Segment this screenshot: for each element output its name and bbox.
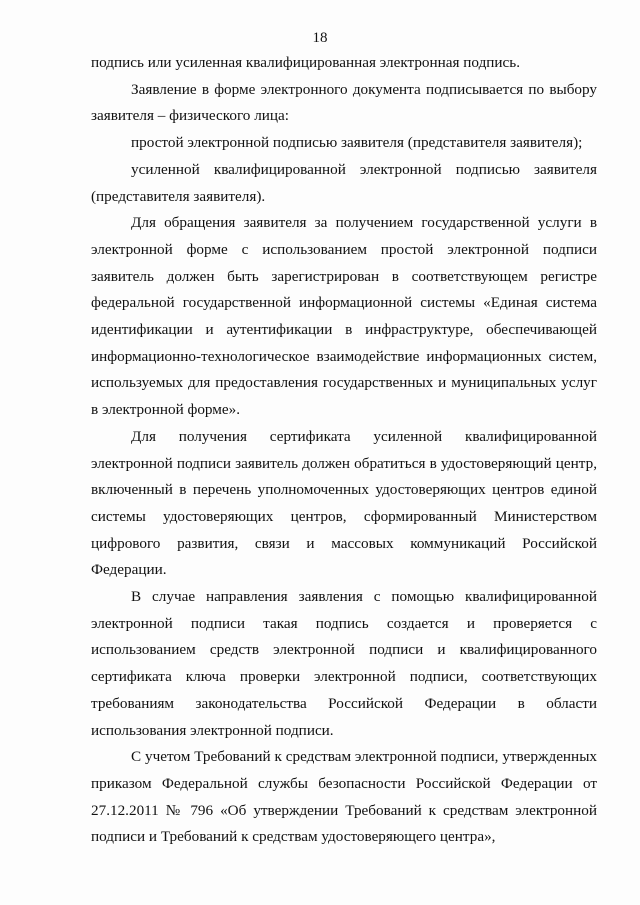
paragraph-qualified-signature: усиленной квалифицированной электронной подписью заявителя (представителя заявителя). — [91, 160, 597, 205]
paragraph-simple-signature: простой электронной подписью заявителя (представителя заявителя); — [131, 134, 583, 152]
paragraph-fsb-requirements: С учетом Требований к средствам электронной подписи, утвержденных приказом Федеральной службы безопасности Российской Федерации от 27.12.2011 № 796 «Об утверждении Требований к средствам электронной подписи и Требований к средствам удостоверяющего центра», — [91, 748, 597, 846]
paragraph-esia-registration: Для обращения заявителя за получением государственной услуги в электронной форме с использованием простой электронной подписи заявитель должен быть зарегистрирован в соответствующем регистре федеральной государственной информационной системы «Единая система идентификации и аутентификации в инфраструктуре, обеспечивающей информационно-технологическое взаимодействие информационных систем, используемых для предоставления государственных и муниципальных услуг в электронной форме». — [91, 214, 597, 419]
paragraph-qualified-signing: В случае направления заявления с помощью квалифицированной электронной подписи такая подпись создается и проверяется с использованием средств электронной подписи и квалифицированного сертификата ключа проверки электронной подписи, соответствующих требованиям законодательства Российской Федерации в области использования электронной подписи. — [91, 588, 597, 739]
page-number: 18 — [312, 30, 328, 46]
paragraph-signature-choice: Заявление в форме электронного документа подписывается по выбору заявителя – физического лица: — [91, 80, 597, 125]
paragraph-certificate: Для получения сертификата усиленной квалифицированной электронной подписи заявитель должен обратиться в удостоверяющий центр, включенный в перечень уполномоченных удостоверяющих центров единой системы удостоверяющих центров, сформированный Министерством цифрового развития, связи и массовых коммуникаций Российской Федерации. — [91, 427, 597, 579]
body-text — [91, 50, 597, 851]
paragraph-continuation: подпись или усиленная квалифицированная электронная подпись. — [91, 54, 521, 71]
